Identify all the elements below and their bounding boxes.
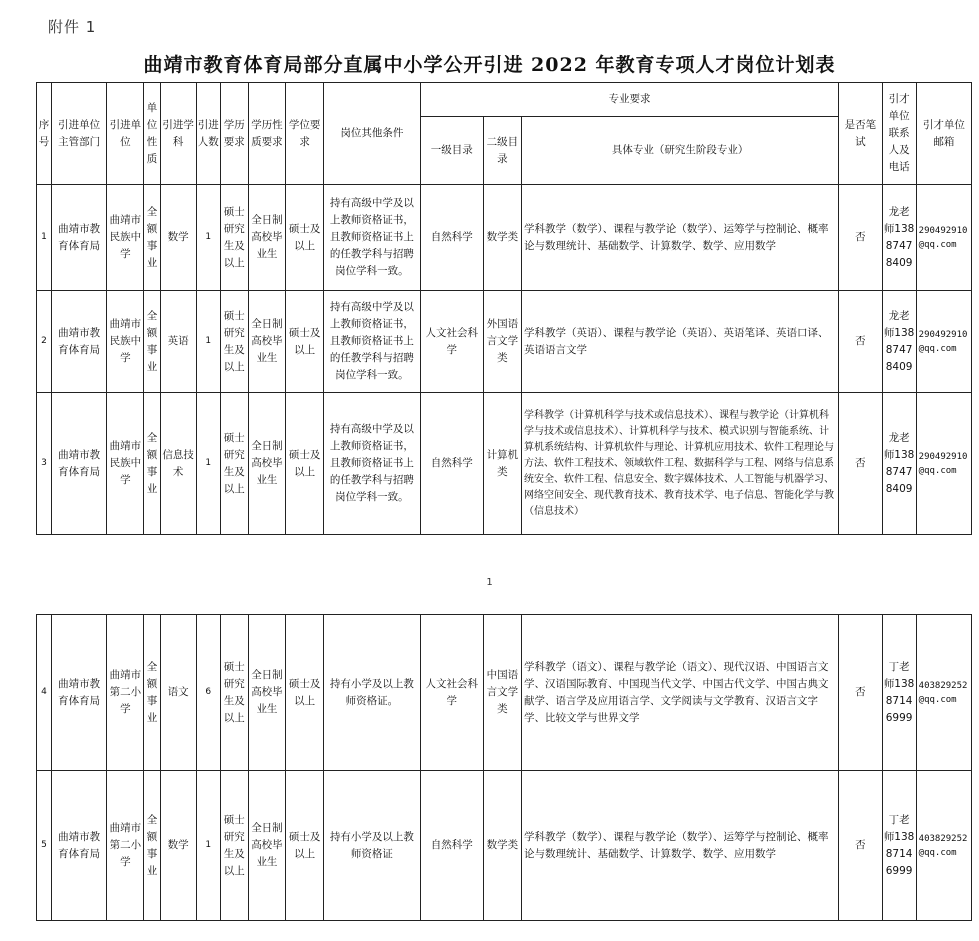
cell-degree: 硕士及以上 [286, 771, 324, 921]
cell-subject: 信息技术 [160, 393, 196, 535]
cell-count: 1 [196, 291, 220, 393]
header-exam: 是否笔试 [839, 83, 882, 185]
table-row [37, 291, 972, 393]
header-major-group: 专业要求 [420, 83, 839, 117]
cell-count: 1 [196, 393, 220, 535]
cell-level1: 自然科学 [420, 185, 483, 291]
header-subject: 引进学科 [160, 83, 196, 185]
cell-level1: 自然科学 [420, 771, 483, 921]
cell-other: 持有高级中学及以上教师资格证书，且教师资格证书上的任教学科与招聘岗位学科一致。 [324, 291, 420, 393]
position-plan-table-continued [36, 614, 972, 921]
table-row [37, 185, 972, 291]
cell-level1: 人文社会科学 [420, 615, 483, 771]
header-seq: 序号 [37, 83, 52, 185]
cell-seq: 4 [37, 615, 52, 771]
cell-contact: 龙老师13887478409 [882, 393, 916, 535]
cell-other: 持有高级中学及以上教师资格证书，且教师资格证书上的任教学科与招聘岗位学科一致。 [324, 393, 420, 535]
cell-exam: 否 [839, 771, 882, 921]
cell-exam: 否 [839, 393, 882, 535]
cell-subject: 语文 [160, 615, 196, 771]
cell-degree: 硕士及以上 [286, 393, 324, 535]
cell-email: 403829252@qq.com [916, 615, 971, 771]
cell-level2: 外国语言文学类 [483, 291, 521, 393]
header-other: 岗位其他条件 [324, 83, 420, 185]
position-plan-table [36, 82, 972, 535]
table-row [37, 771, 972, 921]
header-nature: 单位性质 [144, 83, 160, 185]
cell-seq: 1 [37, 185, 52, 291]
header-specific: 具体专业（研究生阶段专业） [522, 117, 839, 185]
cell-degree: 硕士及以上 [286, 291, 324, 393]
cell-seq: 3 [37, 393, 52, 535]
cell-unit: 曲靖市第二小学 [107, 615, 144, 771]
cell-unit: 曲靖市民族中学 [107, 393, 144, 535]
cell-edu-type: 全日制高校毕业生 [248, 185, 285, 291]
cell-dept: 曲靖市教育体育局 [52, 393, 107, 535]
cell-dept: 曲靖市教育体育局 [52, 615, 107, 771]
cell-degree: 硕士及以上 [286, 615, 324, 771]
cell-other: 持有小学及以上教师资格证 [324, 771, 420, 921]
cell-dept: 曲靖市教育体育局 [52, 291, 107, 393]
cell-level1: 人文社会科学 [420, 291, 483, 393]
cell-edu-type: 全日制高校毕业生 [248, 615, 285, 771]
header-count: 引进人数 [196, 83, 220, 185]
cell-exam: 否 [839, 291, 882, 393]
cell-edu: 硕士研究生及以上 [220, 615, 248, 771]
cell-edu-type: 全日制高校毕业生 [248, 291, 285, 393]
cell-level2: 计算机类 [483, 393, 521, 535]
cell-level2: 数学类 [483, 771, 521, 921]
cell-email: 403829252@qq.com [916, 771, 971, 921]
cell-edu: 硕士研究生及以上 [220, 771, 248, 921]
header-level2: 二级目录 [483, 117, 521, 185]
cell-contact: 龙老师13887478409 [882, 185, 916, 291]
header-dept: 引进单位主管部门 [52, 83, 107, 185]
cell-specific: 学科教学（计算机科学与技术或信息技术）、课程与教学论（计算机科学与技术或信息技术）、计算机科学与技术、模式识别与智能系统、计算机系统结构、计算机软件与理论、计算机应用技术、软件工程理论与方法、软件工程技术、领域软件工程、数据科学与工程、网络与信息系统安全、软件工程、信息安全、数字媒体技术、人工智能与机器学习、网络空间安全、现代教育技术、教育技术学、电子信息、智能化学与教（信息技术） [522, 393, 839, 535]
cell-edu: 硕士研究生及以上 [220, 291, 248, 393]
cell-nature: 全额事业 [144, 185, 160, 291]
page-title: 曲靖市教育体育局部分直属中小学公开引进 2022 年教育专项人才岗位计划表 [143, 54, 836, 76]
cell-dept: 曲靖市教育体育局 [52, 771, 107, 921]
cell-nature: 全额事业 [144, 291, 160, 393]
cell-specific: 学科教学（语文）、课程与教学论（语文）、现代汉语、中国语言文学、汉语国际教育、中国现当代文学、中国古代文学、中国古典文献学、语言学及应用语言学、文学阅读与文学教育、汉语言文字学、比较文学与世界文学 [522, 615, 839, 771]
cell-nature: 全额事业 [144, 393, 160, 535]
header-contact: 引才单位联系人及电话 [882, 83, 916, 185]
table-row [37, 393, 972, 535]
cell-subject: 英语 [160, 291, 196, 393]
cell-other: 持有高级中学及以上教师资格证书，且教师资格证书上的任教学科与招聘岗位学科一致。 [324, 185, 420, 291]
cell-other: 持有小学及以上教师资格证。 [324, 615, 420, 771]
cell-specific: 学科教学（英语）、课程与教学论（英语）、英语笔译、英语口译、英语语言文学 [522, 291, 839, 393]
page-number: 1 [486, 577, 493, 588]
cell-nature: 全额事业 [144, 771, 160, 921]
table-row [37, 615, 972, 771]
cell-unit: 曲靖市民族中学 [107, 291, 144, 393]
header-unit: 引进单位 [107, 83, 144, 185]
cell-count: 6 [196, 615, 220, 771]
cell-email: 290492910@qq.com [916, 393, 971, 535]
header-edu-type: 学历性质要求 [248, 83, 285, 185]
cell-level2: 中国语言文学类 [483, 615, 521, 771]
cell-edu-type: 全日制高校毕业生 [248, 771, 285, 921]
cell-seq: 2 [37, 291, 52, 393]
cell-degree: 硕士及以上 [286, 185, 324, 291]
cell-dept: 曲靖市教育体育局 [52, 185, 107, 291]
cell-edu: 硕士研究生及以上 [220, 185, 248, 291]
cell-edu-type: 全日制高校毕业生 [248, 393, 285, 535]
cell-unit: 曲靖市第二小学 [107, 771, 144, 921]
cell-unit: 曲靖市民族中学 [107, 185, 144, 291]
cell-subject: 数学 [160, 185, 196, 291]
attachment-label: 附件 1 [48, 18, 97, 36]
cell-seq: 5 [37, 771, 52, 921]
header-level1: 一级目录 [420, 117, 483, 185]
cell-exam: 否 [839, 185, 882, 291]
cell-contact: 丁老师13887146999 [882, 615, 916, 771]
header-row [37, 83, 972, 117]
cell-contact: 龙老师13887478409 [882, 291, 916, 393]
cell-contact: 丁老师13887146999 [882, 771, 916, 921]
cell-level1: 自然科学 [420, 393, 483, 535]
cell-count: 1 [196, 185, 220, 291]
header-degree: 学位要求 [286, 83, 324, 185]
header-edu: 学历要求 [220, 83, 248, 185]
cell-email: 290492910@qq.com [916, 291, 971, 393]
cell-specific: 学科教学（数学）、课程与教学论（数学）、运筹学与控制论、概率论与数理统计、基础数学、计算数学、数学、应用数学 [522, 771, 839, 921]
cell-nature: 全额事业 [144, 615, 160, 771]
cell-exam: 否 [839, 615, 882, 771]
cell-edu: 硕士研究生及以上 [220, 393, 248, 535]
cell-count: 1 [196, 771, 220, 921]
cell-subject: 数学 [160, 771, 196, 921]
cell-level2: 数学类 [483, 185, 521, 291]
cell-specific: 学科教学（数学）、课程与教学论（数学）、运筹学与控制论、概率论与数理统计、基础数学、计算数学、数学、应用数学 [522, 185, 839, 291]
cell-email: 290492910@qq.com [916, 185, 971, 291]
header-email: 引才单位邮箱 [916, 83, 971, 185]
